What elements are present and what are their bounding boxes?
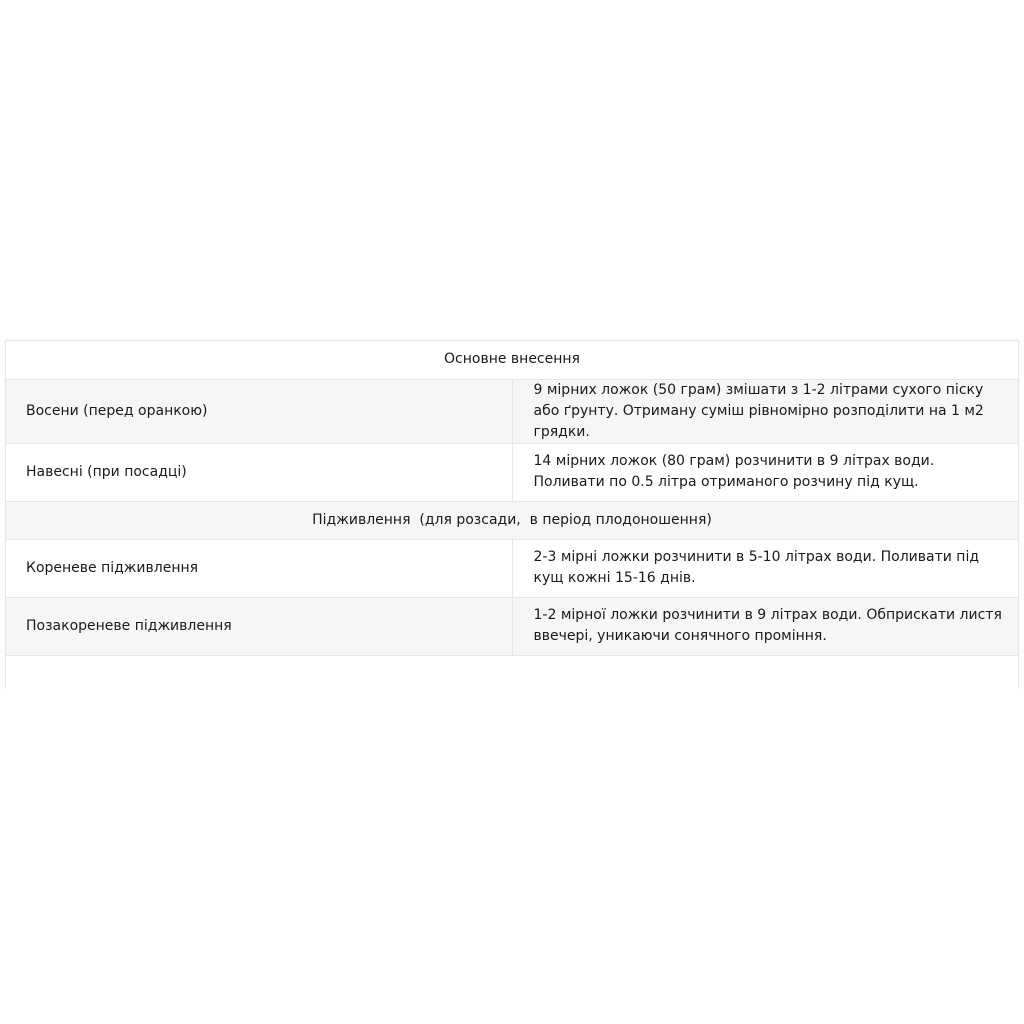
section-header-row <box>6 341 1018 379</box>
empty-row <box>6 655 1018 692</box>
section-title-basic: Основне внесення <box>6 341 1018 379</box>
row-label: Кореневе підживлення <box>6 539 512 597</box>
row-description: 1-2 мірної ложки розчинити в 9 літрах води. Обприскати листя ввечері, уникаючи сонячного проміння. <box>512 597 1018 655</box>
section-header-row <box>6 501 1018 539</box>
table-row <box>6 539 1018 597</box>
dosage-table <box>5 340 1019 688</box>
table-row <box>6 597 1018 655</box>
section-title-feeding: Підживлення (для розсади, в період плодоношення) <box>6 501 1018 539</box>
row-label: Восени (перед оранкою) <box>6 379 512 443</box>
table-row <box>6 379 1018 443</box>
empty-cell <box>6 655 1018 692</box>
row-label: Навесні (при посадці) <box>6 443 512 501</box>
dosage-table-grid <box>6 341 1018 692</box>
row-label: Позакореневе підживлення <box>6 597 512 655</box>
row-description: 2-3 мірні ложки розчинити в 5-10 літрах води. Поливати під кущ кожні 15-16 днів. <box>512 539 1018 597</box>
table-row <box>6 443 1018 501</box>
row-description: 14 мірних ложок (80 грам) розчинити в 9 літрах води. Поливати по 0.5 літра отриманого розчину під кущ. <box>512 443 1018 501</box>
row-description: 9 мірних ложок (50 грам) змішати з 1-2 літрами сухого піску або ґрунту. Отриману суміш рівномірно розподілити на 1 м2 грядки. <box>512 379 1018 443</box>
